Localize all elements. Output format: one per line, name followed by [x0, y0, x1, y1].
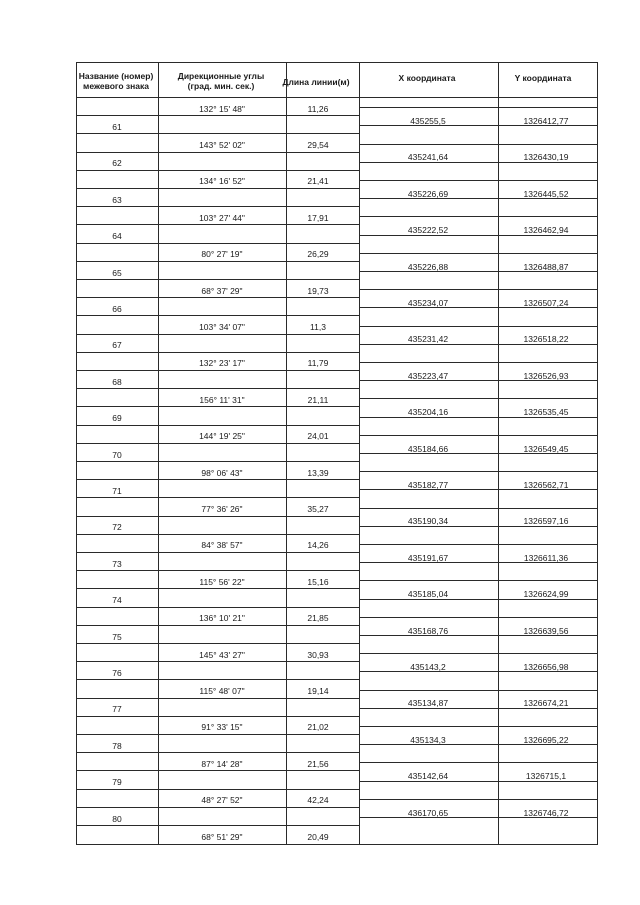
row-rule	[359, 799, 598, 800]
column-rule	[76, 62, 77, 845]
y-coordinate: 1326746,72	[523, 807, 569, 818]
column-rule	[158, 62, 159, 845]
segment-length: 21,56	[307, 758, 329, 769]
row-rule	[76, 698, 359, 699]
y-coordinate: 1326535,45	[523, 407, 569, 418]
row-rule	[76, 643, 359, 644]
row-rule	[359, 216, 598, 217]
y-coordinate: 1326488,87	[523, 261, 569, 272]
x-coordinate: 435234,07	[407, 298, 449, 308]
row-rule	[359, 471, 598, 472]
mark-name: 79	[112, 777, 122, 788]
x-coordinate: 435190,34	[407, 516, 449, 527]
row-rule	[76, 479, 359, 480]
row-rule	[76, 516, 359, 517]
segment-length: 24,01	[307, 431, 329, 442]
x-coordinate: 435223,47	[407, 370, 449, 381]
header-directional-angles	[178, 72, 264, 92]
header-y-coordinate	[515, 74, 572, 84]
segment-angle: 77° 36' 26"	[201, 504, 243, 514]
row-rule	[76, 133, 359, 134]
row-rule	[359, 144, 598, 145]
row-rule	[76, 679, 359, 680]
y-coordinate: 1326549,45	[523, 443, 569, 454]
mark-name: 63	[112, 194, 122, 205]
mark-name: 70	[112, 449, 122, 460]
row-rule	[76, 224, 359, 225]
segment-length: 13,39	[307, 467, 329, 478]
row-rule	[76, 716, 359, 717]
row-rule	[359, 762, 598, 763]
segment-length: 17,91	[307, 212, 329, 223]
row-rule	[76, 425, 359, 426]
row-rule	[359, 180, 598, 181]
x-coordinate: 435134,3	[410, 734, 446, 745]
row-rule	[76, 570, 359, 571]
segment-length: 11,3	[310, 322, 326, 332]
header-y-text: Y координата	[514, 73, 572, 84]
segment-angle: 103° 27' 44"	[199, 212, 245, 223]
row-rule	[76, 206, 359, 207]
header-x-coordinate	[399, 74, 456, 84]
x-coordinate: 435226,69	[407, 188, 449, 199]
row-rule	[359, 508, 598, 509]
segment-length: 14,26	[307, 540, 329, 551]
header-line-length	[282, 78, 349, 88]
segment-angle: 115° 56' 22"	[199, 576, 245, 587]
row-rule	[76, 588, 359, 589]
segment-length: 11,79	[307, 358, 329, 369]
segment-angle: 84° 38' 57"	[201, 540, 243, 551]
segment-angle: 132° 15' 48"	[199, 104, 245, 114]
y-coordinate: 1326562,71	[523, 480, 569, 490]
x-coordinate: 435204,16	[407, 407, 449, 418]
mark-name: 61	[112, 122, 122, 132]
segment-angle: 143° 52' 02"	[199, 140, 245, 150]
row-rule	[359, 398, 598, 399]
mark-name: 69	[112, 413, 122, 424]
y-coordinate: 1326526,93	[523, 370, 569, 381]
header-angles-line1: Дирекционные углы	[177, 71, 265, 82]
row-rule	[76, 825, 359, 826]
mark-name: 64	[112, 231, 122, 242]
y-coordinate: 1326639,56	[523, 625, 569, 636]
segment-angle: 98° 06' 43"	[201, 467, 243, 478]
row-rule	[359, 253, 598, 254]
x-coordinate: 435222,52	[407, 225, 449, 236]
mark-name: 75	[112, 631, 122, 642]
segment-angle: 134° 16' 52"	[199, 176, 245, 187]
segment-angle: 145° 43' 27"	[199, 649, 245, 660]
y-coordinate: 1326518,22	[523, 334, 569, 345]
segment-length: 21,02	[307, 722, 329, 733]
segment-length: 42,24	[307, 795, 329, 806]
x-coordinate: 435134,87	[407, 698, 449, 709]
row-rule	[359, 726, 598, 727]
mark-name: 66	[112, 304, 122, 314]
row-rule	[359, 326, 598, 327]
mark-name: 74	[112, 595, 122, 606]
row-rule	[359, 653, 598, 654]
header-mark-name	[79, 72, 154, 92]
x-coordinate: 435255,5	[410, 116, 446, 126]
header-mark-name-line1: Название (номер)	[78, 71, 154, 82]
mark-name: 68	[112, 376, 122, 387]
mark-name: 62	[112, 158, 122, 169]
row-rule	[76, 625, 359, 626]
row-rule	[76, 279, 359, 280]
y-coordinate: 1326430,19	[523, 152, 569, 163]
segment-length: 21,41	[307, 176, 329, 187]
x-coordinate: 435184,66	[407, 443, 449, 454]
header-length-text: Длина линии(м)	[282, 77, 350, 88]
mark-name: 76	[112, 668, 122, 678]
row-rule	[76, 443, 359, 444]
x-coordinate: 435191,67	[407, 552, 449, 563]
row-rule	[359, 435, 598, 436]
x-coordinate: 435182,77	[407, 480, 449, 490]
mark-name: 73	[112, 558, 122, 569]
segment-angle: 91° 33' 15"	[201, 722, 243, 733]
segment-length: 11,26	[307, 104, 329, 114]
y-coordinate: 1326507,24	[523, 298, 569, 308]
row-rule	[76, 534, 359, 535]
segment-angle: 144° 19' 25"	[199, 431, 245, 442]
row-rule	[359, 617, 598, 618]
segment-length: 35,27	[307, 504, 329, 514]
segment-angle: 103° 34' 07"	[199, 322, 245, 332]
mark-name: 77	[112, 704, 122, 715]
mark-name: 78	[112, 740, 122, 751]
segment-length: 21,85	[307, 613, 329, 624]
row-rule	[76, 552, 359, 553]
row-rule	[76, 170, 359, 171]
row-rule	[76, 497, 359, 498]
row-rule	[76, 115, 359, 116]
row-rule	[76, 770, 359, 771]
x-coordinate: 435226,88	[407, 261, 449, 272]
row-rule	[76, 406, 359, 407]
y-coordinate: 1326624,99	[523, 589, 569, 600]
segment-angle: 156° 11' 31"	[199, 394, 245, 405]
row-rule	[359, 362, 598, 363]
segment-angle: 136° 10' 21"	[199, 613, 245, 624]
row-rule	[359, 690, 598, 691]
header-angles-line2: (град. мин. сек.)	[187, 81, 255, 91]
mark-name: 72	[112, 522, 122, 533]
mark-name: 80	[112, 813, 122, 824]
y-coordinate: 1326695,22	[523, 734, 569, 745]
segment-angle: 132° 23' 17"	[199, 358, 245, 369]
row-rule	[76, 315, 359, 316]
y-coordinate: 1326656,98	[523, 662, 569, 672]
x-coordinate: 435231,42	[407, 334, 449, 345]
row-rule	[76, 243, 359, 244]
segment-length: 30,93	[307, 649, 329, 660]
row-rule	[76, 789, 359, 790]
row-rule	[359, 580, 598, 581]
segment-length: 15,16	[307, 576, 329, 587]
header-bottom-rule	[76, 97, 598, 98]
column-rule	[286, 62, 287, 845]
y-coordinate: 1326412,77	[523, 116, 569, 126]
y-coordinate: 1326597,16	[523, 516, 569, 527]
segment-angle: 80° 27' 19"	[201, 249, 243, 260]
segment-length: 29,54	[307, 140, 329, 150]
row-rule	[76, 297, 359, 298]
row-rule	[76, 661, 359, 662]
y-coordinate: 1326611,36	[523, 552, 569, 563]
segment-length: 26,29	[307, 249, 329, 260]
segment-angle: 68° 37' 29"	[201, 285, 243, 296]
segment-length: 19,14	[307, 686, 329, 696]
segment-length: 21,11	[307, 394, 329, 405]
mark-name: 71	[112, 486, 122, 496]
mark-name: 67	[112, 340, 122, 351]
segment-angle: 115° 48' 07"	[199, 686, 245, 696]
row-rule	[76, 461, 359, 462]
segment-angle: 87° 14' 28"	[201, 758, 243, 769]
header-x-text: X координата	[398, 73, 456, 84]
x-coordinate: 436170,65	[407, 807, 449, 818]
segment-length: 20,49	[307, 831, 329, 842]
row-rule	[76, 734, 359, 735]
mark-name: 65	[112, 267, 122, 278]
table-top-rule	[76, 62, 598, 63]
row-rule	[76, 370, 359, 371]
x-coordinate: 435185,04	[407, 589, 449, 600]
boundary-marks-table	[76, 62, 598, 845]
row-rule	[76, 807, 359, 808]
row-rule	[359, 107, 598, 108]
segment-angle: 68° 51' 29"	[201, 831, 243, 842]
row-rule	[76, 188, 359, 189]
row-rule	[76, 752, 359, 753]
row-rule	[76, 334, 359, 335]
y-coordinate: 1326445,52	[523, 188, 569, 199]
row-rule	[359, 289, 598, 290]
row-rule	[76, 352, 359, 353]
table-bottom-rule	[76, 844, 598, 845]
row-rule	[76, 152, 359, 153]
y-coordinate: 1326674,21	[523, 698, 569, 709]
row-rule	[76, 261, 359, 262]
header-mark-name-line2: межевого знака	[83, 81, 149, 91]
x-coordinate: 435241,64	[407, 152, 449, 163]
x-coordinate: 435143,2	[410, 662, 446, 672]
row-rule	[76, 607, 359, 608]
row-rule	[359, 544, 598, 545]
segment-angle: 48° 27' 52"	[201, 795, 243, 806]
segment-length: 19,73	[307, 285, 329, 296]
x-coordinate: 435168,76	[407, 625, 449, 636]
row-rule	[76, 388, 359, 389]
y-coordinate: 1326462,94	[523, 225, 569, 236]
x-coordinate: 435142,64	[407, 771, 449, 782]
y-coordinate: 1326715,1	[525, 771, 567, 782]
